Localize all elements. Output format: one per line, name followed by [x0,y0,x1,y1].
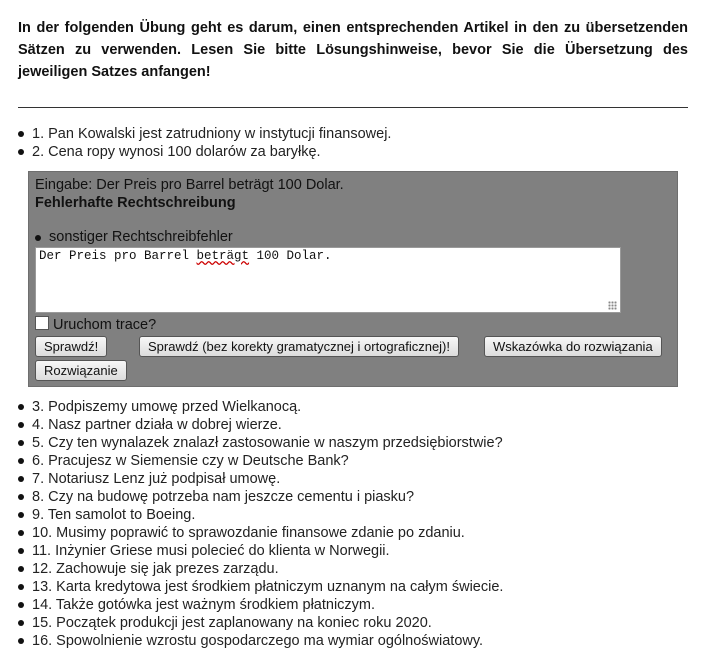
bullet-icon [18,422,24,428]
list-item[interactable] [18,578,688,596]
list-item[interactable] [18,143,688,161]
bullet-icon [18,131,24,137]
list-item[interactable] [18,524,688,542]
item-text: 3. Podpiszemy umowę przed Wielkanocą. [32,399,302,415]
list-item[interactable] [18,434,688,452]
list-item[interactable] [18,470,688,488]
bullet-icon [18,530,24,536]
item-text: 12. Zachowuje się jak prezes zarządu. [32,561,279,577]
item-text: 8. Czy na budowę potrzeba nam jeszcze cementu i piasku? [32,489,415,505]
bullet-icon [18,638,24,644]
bullet-icon [18,476,24,482]
bullet-icon [18,494,24,500]
hint-button[interactable]: Wskazówka do rozwiązania [484,336,662,357]
bullet-icon [18,404,24,410]
list-item[interactable] [18,542,688,560]
check-without-correction-button[interactable]: Sprawdź (bez korekty gramatycznej i ortograficznej)! [139,336,459,357]
bullet-icon [18,458,24,464]
bullet-icon [18,440,24,446]
item-text: 16. Spowolnienie wzrostu gospodarczego ma wymiar ogólnoświatowy. [32,633,484,649]
item-text: 2. Cena ropy wynosi 100 dolarów za baryłkę. [32,144,321,160]
error-type-text: sonstiger Rechtschreibfehler [49,229,233,245]
item-text: 9. Ten samolot to Boeing. [32,507,196,523]
list-item[interactable] [18,614,688,632]
answer-textarea[interactable] [35,247,621,313]
misspelled-word: beträgt [196,249,250,263]
bullet-icon [35,235,41,241]
bullet-icon [18,584,24,590]
bullet-icon [18,620,24,626]
item-text: 4. Nasz partner działa w dobrej wierze. [32,417,282,433]
item-text: 13. Karta kredytowa jest środkiem płatniczym uznanym na całym świecie. [32,579,504,595]
trace-label: Uruchom trace? [53,317,157,333]
error-type [35,229,233,245]
bullet-icon [18,548,24,554]
trace-option[interactable] [35,316,156,333]
item-text: 11. Inżynier Griese musi polecieć do klienta w Norwegii. [32,543,390,559]
item-text: 5. Czy ten wynalazek znalazł zastosowanie w naszym przedsiębiorstwie? [32,435,503,451]
answer-text-after: 100 Dolar. [249,249,332,263]
resize-handle-icon[interactable] [608,301,617,310]
check-button[interactable]: Sprawdź! [35,336,107,357]
error-title: Fehlerhafte Rechtschreibung [35,195,236,211]
list-item[interactable] [18,452,688,470]
bullet-icon [18,512,24,518]
trace-checkbox[interactable] [35,316,49,330]
exercise-list-bottom [18,398,688,650]
item-text: 1. Pan Kowalski jest zatrudniony w instytucji finansowej. [32,126,392,142]
divider [18,107,688,108]
item-text: 10. Musimy poprawić to sprawozdanie finansowe zdanie po zdaniu. [32,525,465,541]
answer-text-before: Der Preis pro Barrel [39,249,197,263]
bullet-icon [18,149,24,155]
item-text: 14. Także gotówka jest ważnym środkiem płatniczym. [32,597,376,613]
bullet-icon [18,602,24,608]
list-item[interactable] [18,488,688,506]
list-item[interactable] [18,632,688,650]
item-text: 6. Pracujesz w Siemensie czy w Deutsche Bank? [32,453,349,469]
bullet-icon [18,566,24,572]
list-item[interactable] [18,125,688,143]
list-item[interactable] [18,416,688,434]
list-item[interactable] [18,398,688,416]
instructions-text: In der folgenden Übung geht es darum, einen entsprechenden Artikel in den zu übersetzenden Sätzen zu verwenden. Lesen Sie bitte Lösungshinweise, bevor Sie die Übersetzung des jeweiligen Satzes anfangen! [18,20,688,80]
item-text: 15. Początek produkcji jest zaplanowany na koniec roku 2020. [32,615,432,631]
feedback-panel [28,171,678,387]
list-item[interactable] [18,506,688,524]
input-echo: Eingabe: Der Preis pro Barrel beträgt 100 Dolar. [35,177,344,193]
exercise-list-top [18,125,688,161]
list-item[interactable] [18,596,688,614]
item-text: 7. Notariusz Lenz już podpisał umowę. [32,471,281,487]
list-item[interactable] [18,560,688,578]
solution-button[interactable]: Rozwiązanie [35,360,127,381]
